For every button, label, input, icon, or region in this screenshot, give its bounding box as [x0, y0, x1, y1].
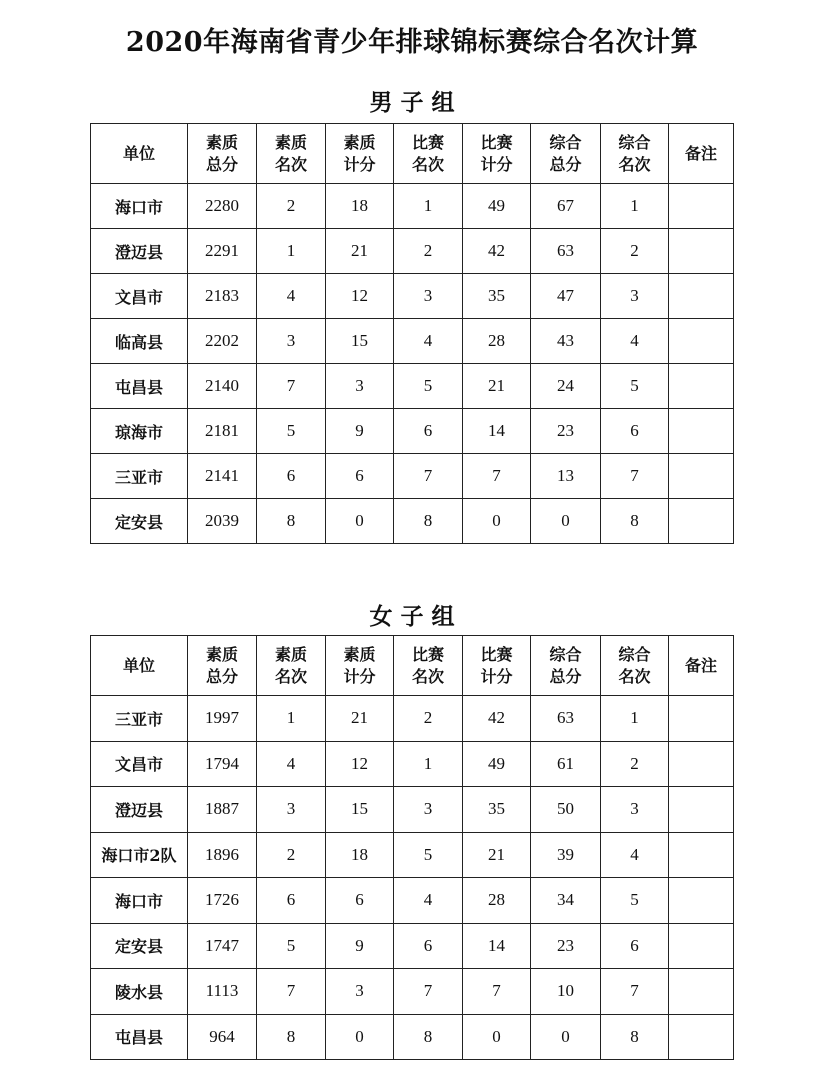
score-cell: 63 [531, 696, 601, 742]
score-cell: 3 [601, 274, 669, 319]
score-cell: 67 [531, 184, 601, 229]
score-cell: 4 [257, 274, 326, 319]
column-header-line: 素质 [343, 132, 376, 152]
table-row [91, 1014, 734, 1060]
score-cell: 1 [257, 696, 326, 742]
table-row [91, 364, 734, 409]
score-cell: 5 [257, 923, 326, 969]
column-header-line: 综合 [618, 644, 651, 664]
table-row [91, 741, 734, 787]
unit-cell: 三亚市 [91, 696, 188, 742]
remark-cell [669, 274, 734, 319]
score-cell: 0 [463, 1014, 531, 1060]
score-cell: 3 [394, 787, 463, 833]
remark-cell [669, 1014, 734, 1060]
score-cell: 6 [257, 878, 326, 924]
score-cell: 1113 [188, 969, 257, 1015]
score-cell: 2 [394, 696, 463, 742]
unit-cell: 海口市 [91, 184, 188, 229]
score-cell: 7 [463, 969, 531, 1015]
column-header-line: 素质 [343, 644, 376, 664]
column-header-line: 综合 [549, 132, 582, 152]
score-cell: 49 [463, 741, 531, 787]
column-header-line: 计分 [343, 666, 376, 686]
table-row [91, 923, 734, 969]
score-cell: 47 [531, 274, 601, 319]
table-row [91, 878, 734, 924]
score-cell: 6 [601, 409, 669, 454]
score-cell: 2 [257, 184, 326, 229]
score-cell: 2 [394, 229, 463, 274]
column-header [669, 124, 734, 184]
score-cell: 3 [394, 274, 463, 319]
score-cell: 42 [463, 229, 531, 274]
table-row [91, 274, 734, 319]
unit-cell: 定安县 [91, 499, 188, 544]
column-header-line: 名次 [411, 666, 444, 686]
column-header-line: 单位 [122, 655, 155, 675]
men-score-table [90, 123, 734, 544]
column-header-line: 素质 [274, 132, 307, 152]
table-row [91, 229, 734, 274]
score-cell: 0 [463, 499, 531, 544]
column-header-line: 备注 [684, 143, 717, 163]
column-header-line: 比赛 [411, 132, 444, 152]
remark-cell [669, 364, 734, 409]
score-cell: 7 [601, 969, 669, 1015]
score-cell: 2 [601, 229, 669, 274]
column-header-line: 总分 [549, 666, 582, 686]
column-header [601, 636, 669, 696]
score-cell: 42 [463, 696, 531, 742]
score-cell: 0 [531, 1014, 601, 1060]
unit-cell: 屯昌县 [91, 364, 188, 409]
unit-cell: 屯昌县 [91, 1014, 188, 1060]
column-header [257, 124, 326, 184]
score-cell: 12 [326, 741, 394, 787]
score-cell: 2 [257, 832, 326, 878]
score-cell: 5 [394, 832, 463, 878]
score-cell: 3 [257, 787, 326, 833]
remark-cell [669, 454, 734, 499]
score-cell: 43 [531, 319, 601, 364]
column-header-line: 比赛 [480, 132, 513, 152]
score-cell: 28 [463, 878, 531, 924]
score-cell: 2291 [188, 229, 257, 274]
column-header-line: 计分 [480, 154, 513, 174]
column-header-line: 名次 [274, 666, 307, 686]
score-cell: 1726 [188, 878, 257, 924]
score-cell: 2141 [188, 454, 257, 499]
unit-cell: 三亚市 [91, 454, 188, 499]
score-cell: 1794 [188, 741, 257, 787]
score-cell: 4 [394, 319, 463, 364]
remark-cell [669, 499, 734, 544]
remark-cell [669, 319, 734, 364]
score-cell: 23 [531, 409, 601, 454]
score-cell: 5 [601, 878, 669, 924]
group-title-women: 女 子 组 [369, 603, 455, 630]
score-cell: 35 [463, 274, 531, 319]
remark-cell [669, 923, 734, 969]
column-header-line: 计分 [480, 666, 513, 686]
remark-cell [669, 832, 734, 878]
score-cell: 8 [601, 1014, 669, 1060]
score-cell: 3 [257, 319, 326, 364]
unit-cell: 澄迈县 [91, 787, 188, 833]
score-cell: 15 [326, 319, 394, 364]
score-cell: 2 [601, 741, 669, 787]
score-cell: 2183 [188, 274, 257, 319]
column-header [531, 124, 601, 184]
score-cell: 8 [394, 1014, 463, 1060]
table-row [91, 409, 734, 454]
remark-cell [669, 969, 734, 1015]
document-title: 2020年海南省青少年排球锦标赛综合名次计算 [125, 27, 699, 58]
remark-cell [669, 741, 734, 787]
score-cell: 14 [463, 923, 531, 969]
score-cell: 1887 [188, 787, 257, 833]
unit-cell: 琼海市 [91, 409, 188, 454]
score-cell: 7 [601, 454, 669, 499]
score-cell: 8 [601, 499, 669, 544]
score-cell: 7 [394, 454, 463, 499]
score-cell: 2181 [188, 409, 257, 454]
score-cell: 6 [394, 923, 463, 969]
table-row [91, 696, 734, 742]
score-cell: 34 [531, 878, 601, 924]
column-header-line: 计分 [343, 154, 376, 174]
column-header [669, 636, 734, 696]
score-cell: 0 [531, 499, 601, 544]
table-row [91, 787, 734, 833]
score-cell: 3 [326, 364, 394, 409]
column-header-line: 名次 [274, 154, 307, 174]
score-cell: 1 [257, 229, 326, 274]
score-cell: 5 [601, 364, 669, 409]
remark-cell [669, 409, 734, 454]
column-header [463, 636, 531, 696]
score-cell: 7 [257, 969, 326, 1015]
score-cell: 5 [394, 364, 463, 409]
column-header-line: 比赛 [411, 644, 444, 664]
women-score-table [90, 635, 734, 1060]
column-header-line: 素质 [205, 644, 238, 664]
column-header-line: 比赛 [480, 644, 513, 664]
score-cell: 9 [326, 409, 394, 454]
unit-cell: 澄迈县 [91, 229, 188, 274]
score-cell: 14 [463, 409, 531, 454]
score-cell: 1 [394, 741, 463, 787]
remark-cell [669, 184, 734, 229]
score-cell: 1747 [188, 923, 257, 969]
score-cell: 2202 [188, 319, 257, 364]
unit-cell: 临高县 [91, 319, 188, 364]
score-cell: 2280 [188, 184, 257, 229]
score-cell: 24 [531, 364, 601, 409]
column-header-line: 总分 [205, 666, 238, 686]
column-header-line: 综合 [618, 132, 651, 152]
score-cell: 35 [463, 787, 531, 833]
score-cell: 7 [257, 364, 326, 409]
score-cell: 21 [463, 364, 531, 409]
score-cell: 50 [531, 787, 601, 833]
remark-cell [669, 229, 734, 274]
score-cell: 8 [257, 499, 326, 544]
column-header-line: 素质 [205, 132, 238, 152]
column-header-line: 总分 [549, 154, 582, 174]
score-cell: 8 [394, 499, 463, 544]
score-cell: 4 [394, 878, 463, 924]
score-cell: 4 [257, 741, 326, 787]
score-cell: 1 [601, 696, 669, 742]
column-header [531, 636, 601, 696]
score-cell: 6 [257, 454, 326, 499]
score-cell: 21 [326, 696, 394, 742]
unit-cell: 定安县 [91, 923, 188, 969]
score-cell: 1997 [188, 696, 257, 742]
unit-cell: 海口市 [91, 878, 188, 924]
score-cell: 2039 [188, 499, 257, 544]
column-header-line: 综合 [549, 644, 582, 664]
column-header-line: 名次 [618, 154, 651, 174]
score-cell: 28 [463, 319, 531, 364]
column-header-line: 总分 [205, 154, 238, 174]
column-header [188, 124, 257, 184]
table-row [91, 319, 734, 364]
column-header [91, 124, 188, 184]
score-cell: 3 [601, 787, 669, 833]
column-header-line: 单位 [122, 143, 155, 163]
score-cell: 18 [326, 184, 394, 229]
score-cell: 1896 [188, 832, 257, 878]
column-header [394, 124, 463, 184]
unit-cell: 陵水县 [91, 969, 188, 1015]
score-cell: 39 [531, 832, 601, 878]
score-cell: 7 [394, 969, 463, 1015]
column-header [91, 636, 188, 696]
remark-cell [669, 696, 734, 742]
table-row [91, 832, 734, 878]
score-cell: 23 [531, 923, 601, 969]
score-cell: 9 [326, 923, 394, 969]
score-cell: 7 [463, 454, 531, 499]
score-cell: 61 [531, 741, 601, 787]
score-cell: 21 [463, 832, 531, 878]
column-header [326, 124, 394, 184]
column-header [326, 636, 394, 696]
table-row [91, 184, 734, 229]
remark-cell [669, 878, 734, 924]
unit-cell: 文昌市 [91, 274, 188, 319]
score-cell: 5 [257, 409, 326, 454]
column-header [394, 636, 463, 696]
unit-cell: 文昌市 [91, 741, 188, 787]
remark-cell [669, 787, 734, 833]
column-header-line: 素质 [274, 644, 307, 664]
column-header-line: 备注 [684, 655, 717, 675]
table-row [91, 969, 734, 1015]
score-cell: 12 [326, 274, 394, 319]
column-header [601, 124, 669, 184]
score-cell: 21 [326, 229, 394, 274]
score-cell: 2140 [188, 364, 257, 409]
group-title-men: 男 子 组 [369, 89, 455, 116]
column-header-line: 名次 [411, 154, 444, 174]
table-row [91, 499, 734, 544]
score-cell: 6 [326, 878, 394, 924]
score-cell: 15 [326, 787, 394, 833]
score-cell: 1 [601, 184, 669, 229]
score-cell: 63 [531, 229, 601, 274]
score-cell: 4 [601, 832, 669, 878]
score-cell: 6 [601, 923, 669, 969]
column-header [188, 636, 257, 696]
score-cell: 6 [394, 409, 463, 454]
unit-cell: 海口市2队 [91, 832, 188, 878]
table-row [91, 454, 734, 499]
score-cell: 13 [531, 454, 601, 499]
score-cell: 964 [188, 1014, 257, 1060]
column-header [257, 636, 326, 696]
score-cell: 10 [531, 969, 601, 1015]
score-cell: 0 [326, 499, 394, 544]
score-cell: 49 [463, 184, 531, 229]
score-cell: 3 [326, 969, 394, 1015]
column-header-line: 名次 [618, 666, 651, 686]
header-row [91, 636, 734, 696]
header-row [91, 124, 734, 184]
column-header [463, 124, 531, 184]
score-cell: 6 [326, 454, 394, 499]
score-cell: 18 [326, 832, 394, 878]
score-cell: 8 [257, 1014, 326, 1060]
score-cell: 4 [601, 319, 669, 364]
score-cell: 0 [326, 1014, 394, 1060]
score-cell: 1 [394, 184, 463, 229]
